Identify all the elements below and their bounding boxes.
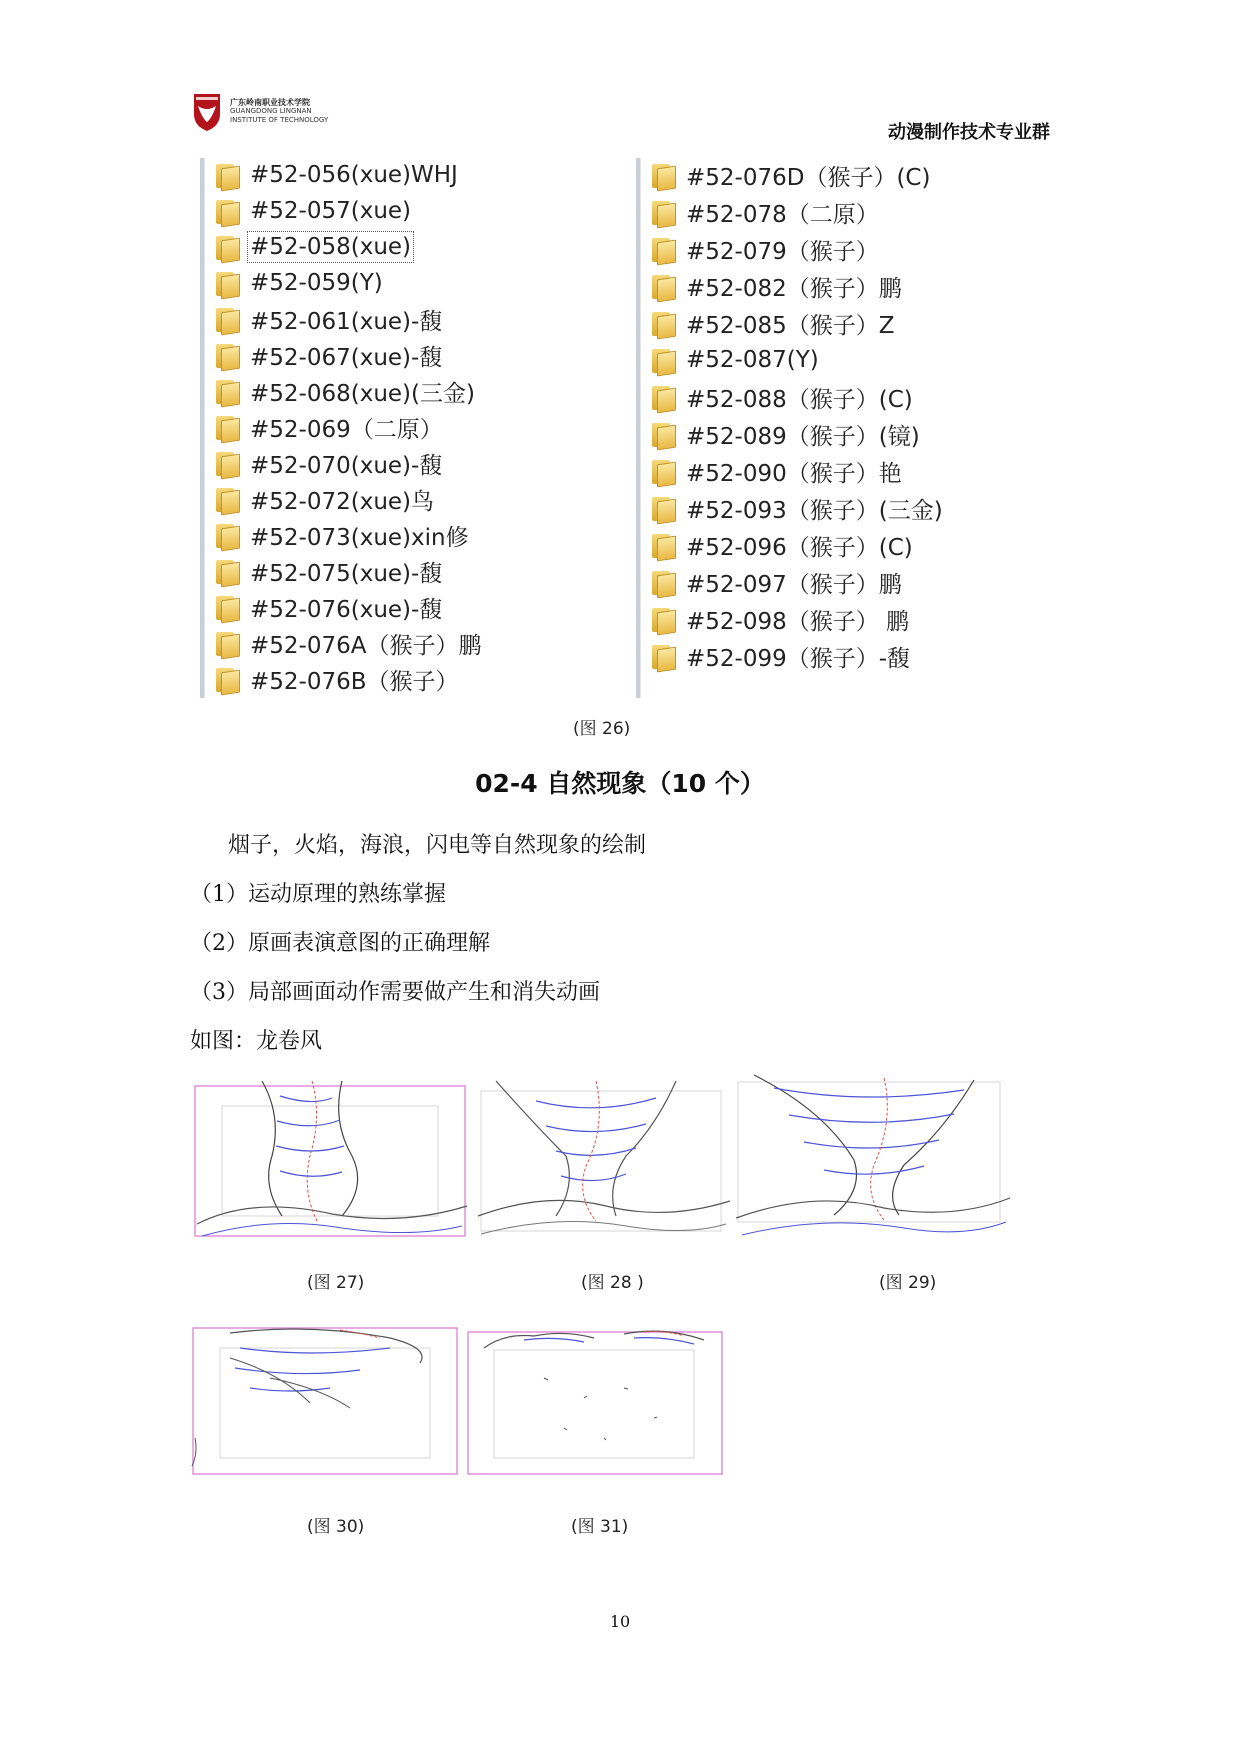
folder-label: #52-067(xue)-馥 <box>250 344 443 371</box>
tornado-sketch-fig30 <box>190 1318 462 1478</box>
folder-list-left <box>200 158 600 698</box>
folder-item[interactable] <box>652 343 819 377</box>
folder-item[interactable] <box>652 602 909 636</box>
example-label: 如图：龙卷风 <box>190 1029 323 1054</box>
folder-icon <box>652 310 674 336</box>
page-number: 10 <box>609 1612 631 1631</box>
section-intro: 烟子，火焰，海浪，闪电等自然现象的绘制 <box>228 833 647 858</box>
tornado-sketch-fig31 <box>464 1318 728 1478</box>
folder-label: #52-070(xue)-馥 <box>250 452 443 479</box>
figure-caption-30: (图 30) <box>307 1517 365 1537</box>
folder-label: #52-057(xue) <box>250 198 412 224</box>
folder-label: #52-061(xue)-馥 <box>250 308 443 335</box>
folder-item[interactable] <box>216 194 411 228</box>
folder-item[interactable] <box>216 410 443 444</box>
folder-icon <box>216 450 238 476</box>
folder-icon <box>216 558 238 584</box>
folder-item[interactable] <box>652 528 913 562</box>
tornado-sketch-fig29 <box>734 1070 1012 1242</box>
figure-caption-28: (图 28 ) <box>581 1273 644 1293</box>
folder-label: #52-073(xue)xin修 <box>250 524 469 551</box>
folder-label: #52-075(xue)-馥 <box>250 560 443 587</box>
folder-item-selected[interactable] <box>216 230 411 264</box>
folder-item[interactable] <box>652 158 930 192</box>
folder-label: #52-098（猴子） 鹏 <box>686 608 910 635</box>
folder-label: #52-076D（猴子）(C) <box>686 164 931 191</box>
folder-item[interactable] <box>652 306 895 340</box>
tornado-sketch-fig27 <box>192 1076 474 1242</box>
college-name-en-1: GUANGDONG LINGNAN <box>230 107 312 115</box>
folder-icon <box>652 532 674 558</box>
folder-label: #52-076B（猴子） <box>250 668 459 695</box>
folder-icon <box>216 162 238 188</box>
folder-label: #52-082（猴子）鹏 <box>686 275 902 302</box>
folder-item[interactable] <box>216 482 434 516</box>
folder-icon <box>216 198 238 224</box>
folder-icon <box>216 342 238 368</box>
college-logo-icon <box>192 92 222 132</box>
folder-item[interactable] <box>652 454 902 488</box>
folder-item[interactable] <box>652 565 902 599</box>
folder-item[interactable] <box>216 590 442 624</box>
folder-icon <box>652 458 674 484</box>
college-name-en-2: INSTITUTE OF TECHNOLOGY <box>230 116 329 124</box>
list-item: （3）局部画面动作需要做产生和消失动画 <box>190 980 600 1005</box>
folder-item[interactable] <box>216 266 383 300</box>
figure-caption-31: (图 31) <box>571 1517 629 1537</box>
folder-icon <box>216 486 238 512</box>
folder-item[interactable] <box>216 518 469 552</box>
folder-label: #52-059(Y) <box>250 270 383 296</box>
folder-label: #52-058(xue) <box>250 234 412 260</box>
folder-label: #52-069（二原） <box>250 416 443 443</box>
folder-item[interactable] <box>216 374 475 408</box>
section-heading: 02-4 自然现象（10 个） <box>475 769 765 798</box>
folder-icon <box>652 236 674 262</box>
folder-item[interactable] <box>652 417 920 451</box>
folder-item[interactable] <box>652 639 910 673</box>
folder-icon <box>652 347 674 373</box>
list-item: （1）运动原理的熟练掌握 <box>190 882 446 907</box>
tornado-sketch-fig28 <box>476 1076 732 1242</box>
folder-item[interactable] <box>652 380 913 414</box>
folder-item[interactable] <box>652 269 902 303</box>
folder-icon <box>652 384 674 410</box>
folder-item[interactable] <box>216 302 442 336</box>
figure-caption-26: (图 26) <box>573 719 631 739</box>
folder-label: #52-056(xue)WHJ <box>250 162 458 188</box>
folder-item[interactable] <box>216 554 442 588</box>
folder-label: #52-078（二原） <box>686 201 879 228</box>
folder-list-right <box>636 158 1036 698</box>
folder-icon <box>216 270 238 296</box>
folder-item[interactable] <box>216 446 442 480</box>
folder-label: #52-088（猴子）(C) <box>686 386 913 413</box>
folder-label: #52-076(xue)-馥 <box>250 596 443 623</box>
folder-label: #52-076A（猴子）鹏 <box>250 632 482 659</box>
folder-icon <box>652 606 674 632</box>
folder-label: #52-079（猴子） <box>686 238 879 265</box>
folder-item[interactable] <box>652 195 879 229</box>
folder-item[interactable] <box>216 338 442 372</box>
folder-list-scroll-edge <box>636 158 641 698</box>
folder-label: #52-068(xue)(三金) <box>250 380 475 407</box>
folder-label: #52-093（猴子）(三金) <box>686 497 943 524</box>
folder-item[interactable] <box>216 158 458 192</box>
folder-label: #52-087(Y) <box>686 347 819 373</box>
folder-icon <box>652 421 674 447</box>
folder-icon <box>216 378 238 404</box>
folder-label: #52-085（猴子）Z <box>686 312 895 339</box>
folder-icon <box>216 666 238 692</box>
folder-icon <box>652 569 674 595</box>
folder-label: #52-096（猴子）(C) <box>686 534 913 561</box>
college-logo-text <box>230 98 328 125</box>
figure-caption-29: (图 29) <box>879 1273 937 1293</box>
folder-icon <box>216 306 238 332</box>
folder-icon <box>652 495 674 521</box>
folder-label: #52-099（猴子）-馥 <box>686 645 911 672</box>
folder-item[interactable] <box>652 232 879 266</box>
folder-icon <box>216 234 238 260</box>
folder-label: #52-097（猴子）鹏 <box>686 571 902 598</box>
list-item: （2）原画表演意图的正确理解 <box>190 931 490 956</box>
folder-label: #52-089（猴子）(镜) <box>686 423 920 450</box>
folder-icon <box>216 414 238 440</box>
college-name-cn: 广东岭南职业技术学院 <box>230 98 310 107</box>
folder-icon <box>652 643 674 669</box>
folder-item[interactable] <box>216 626 481 660</box>
folder-icon <box>216 594 238 620</box>
department-title: 动漫制作技术专业群 <box>888 122 1050 143</box>
folder-label: #52-072(xue)鸟 <box>250 488 435 515</box>
folder-item[interactable] <box>216 662 459 696</box>
folder-icon <box>652 199 674 225</box>
folder-label: #52-090（猴子）艳 <box>686 460 902 487</box>
folder-icon <box>216 630 238 656</box>
folder-icon <box>216 522 238 548</box>
folder-icon <box>652 162 674 188</box>
folder-list-scroll-edge <box>200 158 205 698</box>
figure-caption-27: (图 27) <box>307 1273 365 1293</box>
folder-item[interactable] <box>652 491 943 525</box>
folder-icon <box>652 273 674 299</box>
